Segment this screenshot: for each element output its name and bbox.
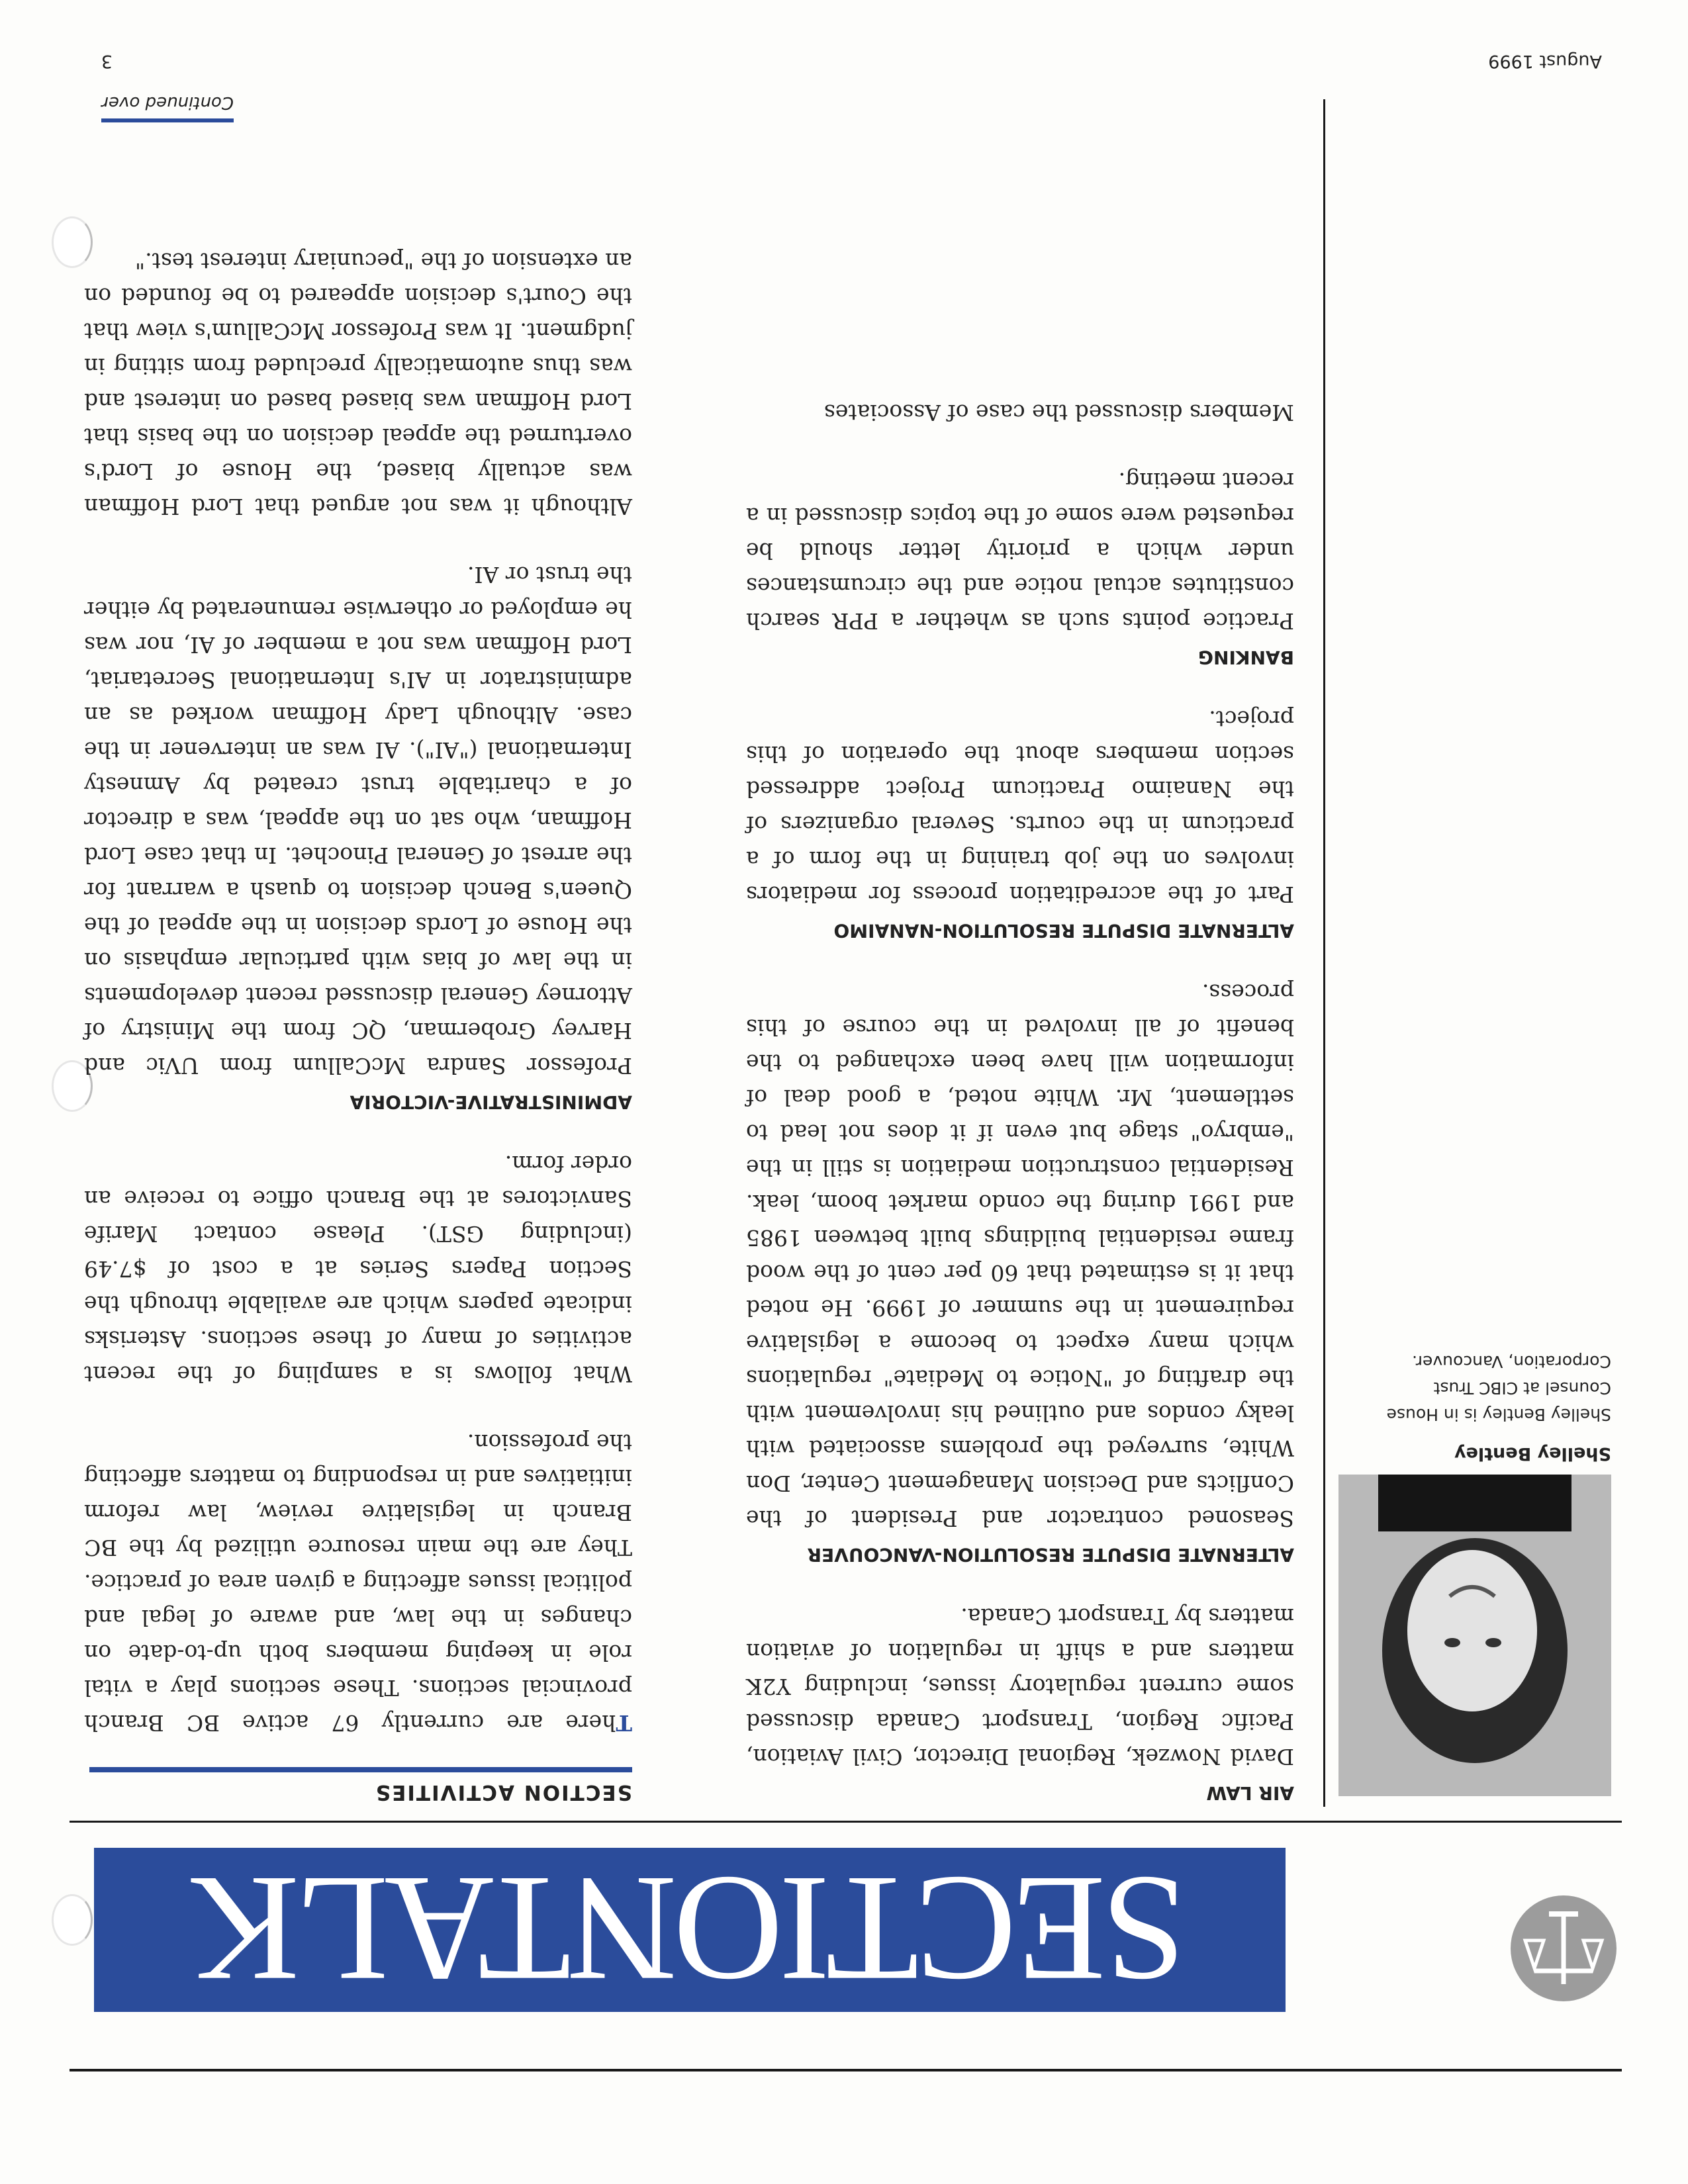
intro-paragraph: There are currently 67 active BC Branch provincial sections. These sections play a vital role in keeping members both up-to-date on changes in the law, and aware of legal and political issues affecting a given area of practice. They are the main resource utilized by the BC Branch in legislative review, law reform initiatives and in responding to matters affecting the profession.	[84, 1430, 632, 1736]
continued-rule	[101, 118, 234, 122]
masthead-rule	[70, 1821, 1622, 1823]
column-2	[746, 362, 1294, 1804]
administrative-victoria-heading: ADMINISTRATIVE-VICTORIA	[350, 1091, 632, 1113]
caption-name: Shelley Bentley	[1454, 1443, 1611, 1464]
section-heading-rule	[89, 1767, 632, 1772]
drop-cap: T	[616, 1710, 632, 1736]
sampling-paragraph: What follows is a sampling of the recent activities of many of these sections. Asterisks indicate papers which are available through the Section Papers Series at a cost of $7.49 (including GST). Please contact Marife Sanvictores at the Branch office to receive an order form.	[84, 1151, 632, 1387]
top-rule	[70, 2069, 1622, 2071]
masthead-title: SECTIONTALK	[193, 1845, 1186, 2015]
administrative-paragraph-1: Professor Sandra McCallum from UVic and Harvey Groberman, QC from the Ministry of Attorney General discussed recent developments in the law of bias with particular emphasis on the House of Lords decision in the appeal of the Queen's Bench decision to quash a warrant for the arrest of General Pinochet. In that case Lord Hoffman, who sat on the appeal, was a director of a charitable trust created by Amnesty International ("AI"). AI was an intervener in the case. Although Lady Hoffman worked as an administrator in AI's International Secretariat, Lord Hoffman was not a member of AI, nor was he employed or otherwise remunerated by either the trust or AI.	[84, 562, 632, 1079]
column-1	[84, 210, 632, 1804]
page-number: 3	[101, 51, 113, 71]
adr-vancouver-paragraph: Seasoned contractor and President of the Conflicts and Decision Management Center, Don White, surveyed the problems associated with leaky condos and outlined his involvement with the drafting of "Notice to Mediate" regulations which many expect to become a legislative requirement in the summer of 1999. He noted that it is estimated that 60 per cent of the wood frame residential buildings built between 1985 and 1991 during the condo market boom, leak. Residential construction mediation is still in the "embryo" stage but even if it does not lead to settlement, Mr. White noted, a good deal of information will have been exchanged to the benefit of all involved in the course of this process.	[746, 979, 1294, 1531]
air-law-heading: AIR LAW	[1206, 1782, 1294, 1804]
masthead-banner	[94, 1845, 1286, 2015]
binder-hole	[52, 1894, 93, 1946]
sidebar-divider	[1323, 99, 1325, 1807]
caption-text: Shelley Bentley is in House Counsel at CIBC Trust Corporation, Vancouver.	[1386, 1352, 1611, 1424]
footer-date: August 1999	[1488, 51, 1602, 71]
adr-nanaimo-paragraph: Part of the accreditation process for mediators involves on the job training in the form of a practicum in the courts. Several organizers of the Nanaimo Practicum Project addressed section members about the operation of this project.	[746, 706, 1294, 907]
scales-of-justice-icon	[1511, 1895, 1617, 2001]
adr-nanaimo-heading: ALTERNATE DISPUTE RESOLUTION-NANAIMO	[833, 920, 1294, 942]
administrative-paragraph-2: Although it was not argued that Lord Hoffman was actually biased, the House of Lord's overturned the appeal decision on the basis that Lord Hoffman was biased based on interest and was thus automatically precluded from sitting in judgment. It was Professor McCallum's view that the Court's decision appeared to be founded on an extension of the "pecuniary interest test."	[84, 248, 632, 520]
banking-heading: BANKING	[1198, 647, 1294, 668]
banking-paragraph: Practice points such as whether a PPR search constitutes actual notice and the circumstances under which a priority letter should be requested were some of the topics discussed in a recent meeting.	[746, 468, 1294, 634]
continued-over-label: Continued over	[101, 93, 234, 113]
adr-vancouver-heading: ALTERNATE DISPUTE RESOLUTION-VANCOUVER	[807, 1544, 1294, 1566]
air-law-paragraph: David Nowzek, Regional Director, Civil Aviation, Pacific Region, Transport Canada discussed some current regulatory issues, including Y2K matters and a shift in regulation of aviation matters by Transport Canada.	[746, 1604, 1294, 1770]
section-activities-heading: SECTION ACTIVITIES	[374, 1780, 632, 1804]
portrait-photo	[1338, 1475, 1611, 1796]
final-paragraph: Members discussed the case of Associates	[823, 400, 1294, 426]
photo-caption	[1338, 1348, 1611, 1464]
